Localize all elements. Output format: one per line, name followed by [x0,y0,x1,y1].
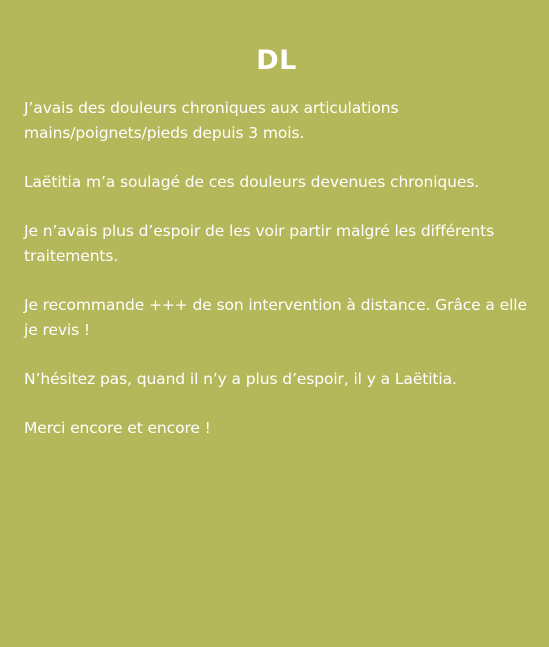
testimonial-paragraph-5: N’hésitez pas, quand il n’y a plus d’espoir, il y a Laëtitia. [24,370,457,388]
testimonial-author: DL [256,45,297,76]
testimonial-paragraph-1: J’avais des douleurs chroniques aux articulations mains/poignets/pieds depuis 3 mois. [24,99,399,142]
testimonial-paragraph-6: Merci encore et encore ! [24,419,211,437]
testimonial-paragraph-2: Laëtitia m’a soulagé de ces douleurs devenues chroniques. [24,173,480,191]
testimonial-paragraph-3: Je n’avais plus d’espoir de les voir partir malgré les différents traitements. [24,222,495,265]
testimonial-paragraph-4: Je recommande +++ de son intervention à distance. Grâce a elle je revis ! [24,296,527,339]
